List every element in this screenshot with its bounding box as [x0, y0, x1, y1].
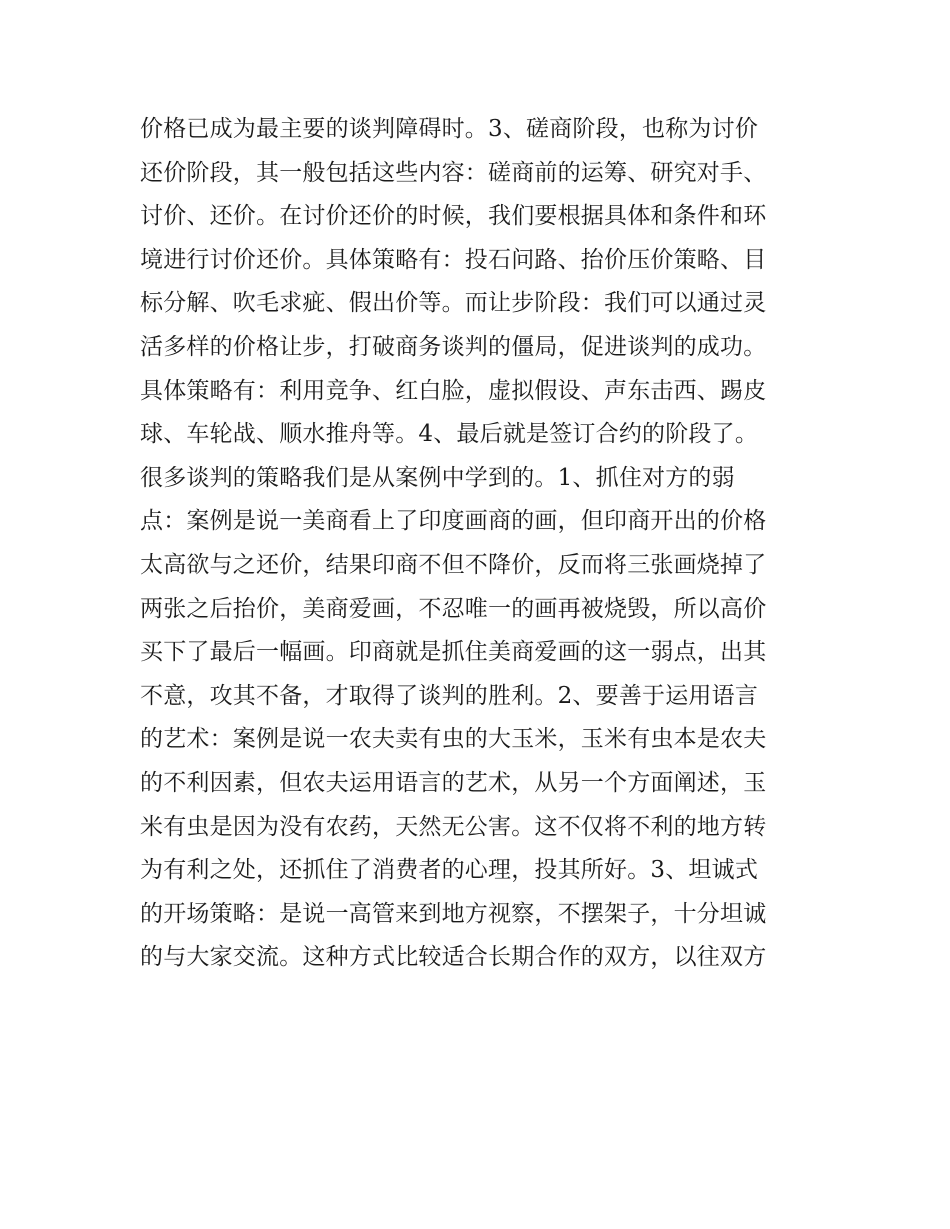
text-line-15: 的艺术：案例是说一农夫卖有虫的大玉米，玉米有虫本是农夫	[140, 726, 767, 753]
text-line-1: 价格已成为最主要的谈判障碍时。3、磋商阶段，也称为讨价	[140, 116, 759, 142]
text-line-20: 的与大家交流。这种方式比较适合长期合作的双方，以往双方	[140, 944, 767, 971]
text-line-9: 很多谈判的策略我们是从案例中学到的。1、抓住对方的弱	[140, 464, 735, 491]
text-line-5: 标分解、吹毛求疵、假出价等。而让步阶段：我们可以通过灵	[140, 290, 767, 317]
text-line-14: 不意，攻其不备，才取得了谈判的胜利。2、要善于运用语言	[140, 682, 759, 709]
text-line-6: 活多样的价格让步，打破商务谈判的僵局，促进谈判的成功。	[140, 333, 767, 360]
text-line-2: 还价阶段，其一般包括这些内容：磋商前的运筹、研究对手、	[140, 159, 767, 186]
body-text	[140, 108, 820, 980]
text-line-8: 球、车轮战、顺水推舟等。4、最后就是签订合约的阶段了。	[140, 421, 759, 448]
text-line-16: 的不利因素，但农夫运用语言的艺术，从另一个方面阐述，玉	[140, 769, 767, 796]
text-line-7: 具体策略有：利用竞争、红白脸，虚拟假设、声东击西、踢皮	[140, 377, 767, 404]
text-line-12: 两张之后抬价，美商爱画，不忍唯一的画再被烧毁，所以高价	[140, 595, 767, 622]
text-line-11: 太高欲与之还价，结果印商不但不降价，反而将三张画烧掉了	[140, 551, 767, 578]
text-line-17: 米有虫是因为没有农药，天然无公害。这不仅将不利的地方转	[140, 813, 767, 840]
text-line-10: 点：案例是说一美商看上了印度画商的画，但印商开出的价格	[140, 508, 767, 535]
text-line-3: 讨价、还价。在讨价还价的时候，我们要根据具体和条件和环	[140, 203, 767, 230]
text-line-19: 的开场策略：是说一高管来到地方视察，不摆架子，十分坦诚	[140, 900, 767, 927]
text-line-13: 买下了最后一幅画。印商就是抓住美商爱画的这一弱点，出其	[140, 639, 767, 666]
text-line-4: 境进行讨价还价。具体策略有：投石问路、抬价压价策略、目	[140, 246, 767, 273]
text-line-18: 为有利之处，还抓住了消费者的心理，投其所好。3、坦诚式	[140, 857, 759, 884]
